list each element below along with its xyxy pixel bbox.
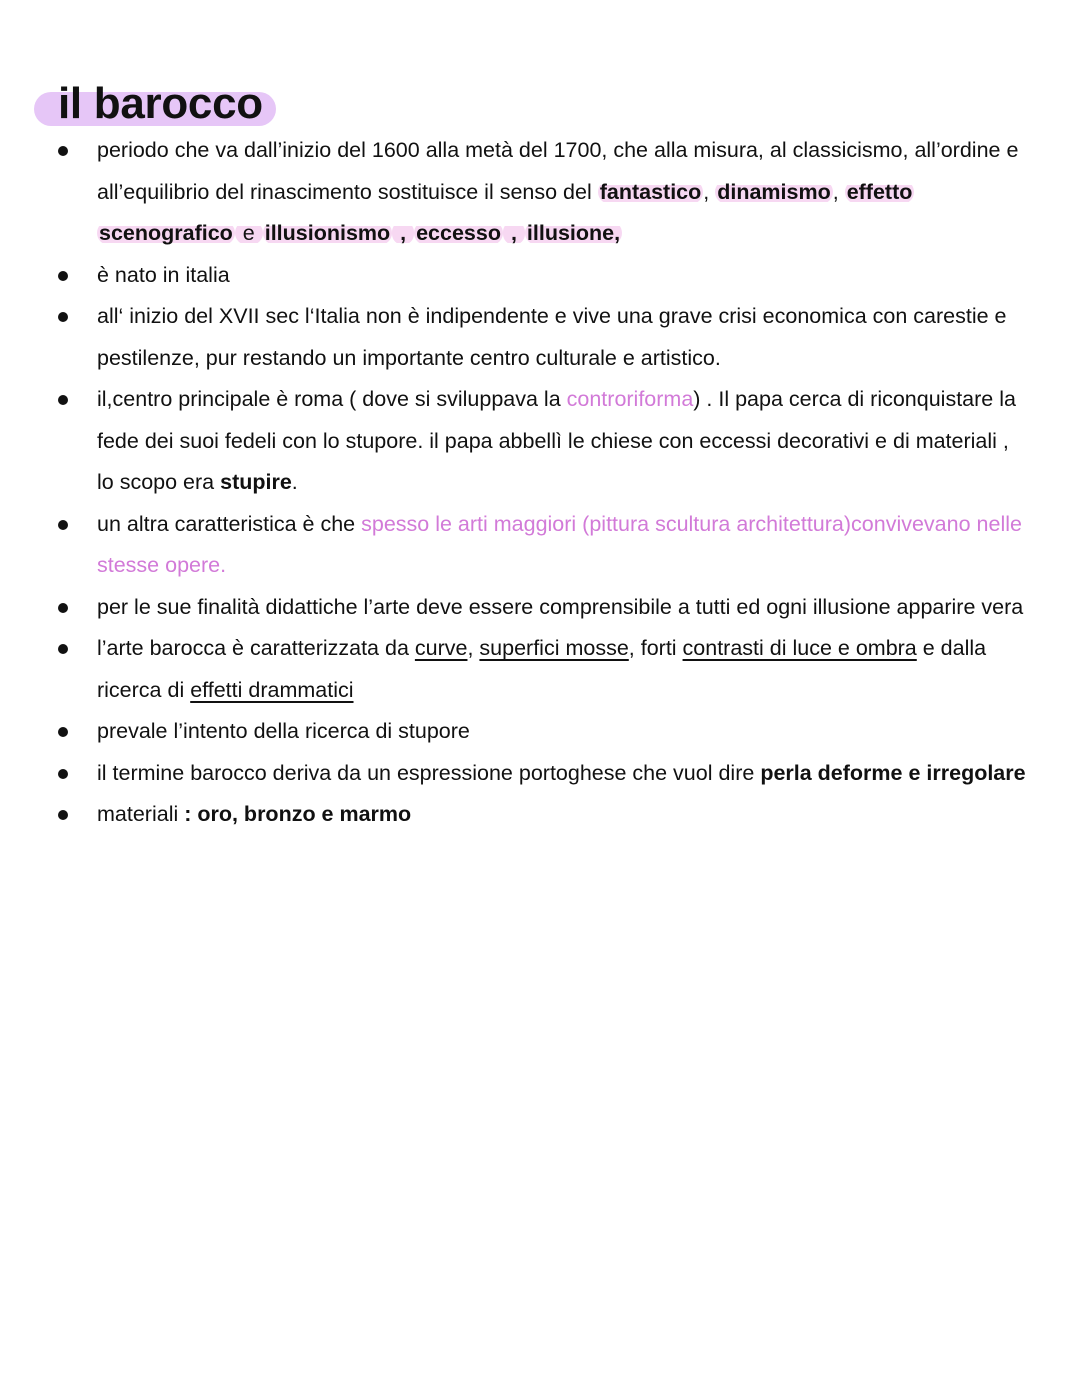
list-item: [0, 753, 1080, 795]
text: è nato in italia: [97, 262, 230, 287]
list-item: [0, 587, 1080, 629]
text: ,: [467, 636, 480, 660]
text: ) . Il papa cerca di riconquistare la fede dei suoi fedeli con lo stupore. il papa abbellì le chiese con eccessi decorativi e di materiali , lo scopo era: [97, 387, 1016, 494]
bold-term: stupire: [220, 470, 292, 494]
text: prevale l’intento della ricerca di stupore: [97, 719, 470, 743]
bold-highlighted-term: eccesso: [416, 221, 501, 245]
pink-text: spesso le arti maggiori (pittura scultura architettura)convivevano nelle stesse opere.: [97, 511, 1022, 577]
text: un altra caratteristica è che: [97, 511, 362, 536]
list-item: [0, 130, 1080, 255]
underlined-term: contrasti di luce e ombra: [682, 636, 917, 660]
page-title: il barocco: [58, 79, 263, 128]
text: l’arte barocca è caratterizzata da: [97, 636, 415, 660]
text: ,: [394, 221, 413, 245]
underlined-term: effetti drammatici: [190, 677, 354, 702]
bold-term: perla deforme e irregolare: [760, 760, 1026, 785]
text: ,: [504, 221, 523, 245]
notes-list: [0, 130, 1080, 836]
list-item: [0, 628, 1080, 711]
list-item: [0, 504, 1080, 587]
title-block: [34, 78, 263, 130]
list-item: [0, 379, 1080, 504]
underlined-term: superfici mosse: [479, 636, 629, 660]
text: e dalla ricerca di: [97, 636, 987, 702]
list-item: [0, 794, 1080, 836]
text: materiali: [97, 802, 185, 826]
text: .: [291, 470, 298, 494]
bold-highlighted-term: illusione,: [526, 221, 621, 245]
underlined-term: curve: [414, 636, 468, 660]
bold-highlighted-term: effetto scenografico: [99, 179, 913, 245]
list-item: [0, 296, 1080, 379]
pink-term: controriforma: [566, 387, 694, 411]
text: all‘ inizio del XVII sec l‘Italia non è indipendente e vive una grave crisi economica con carestie e pestilenze, pur restando un importante centro culturale e artistico.: [97, 304, 1007, 370]
bold-highlighted-term: dinamismo: [717, 179, 831, 204]
text: ,: [703, 179, 716, 204]
text: , forti: [628, 636, 683, 660]
text: periodo che va dall’inizio del 1600 alla metà del 1700, che alla misura, al classicismo, all’ordine e all’equilibrio del rinascimento sostituisce il senso del: [97, 138, 1019, 204]
bold-highlighted-term: illusionismo: [264, 221, 391, 245]
text: e: [236, 221, 261, 245]
text: ,: [832, 179, 845, 204]
bold-highlighted-term: fantastico: [599, 179, 702, 204]
list-item: [0, 711, 1080, 753]
list-item: [0, 255, 1080, 297]
text: il termine barocco deriva da un espressione portoghese che vuol dire: [97, 760, 761, 785]
bold-term: : oro, bronzo e marmo: [184, 802, 412, 826]
text: il,centro principale è roma ( dove si sviluppava la: [97, 387, 567, 411]
text: per le sue finalità didattiche l’arte deve essere comprensibile a tutti ed ogni illusione apparire vera: [97, 594, 1024, 619]
